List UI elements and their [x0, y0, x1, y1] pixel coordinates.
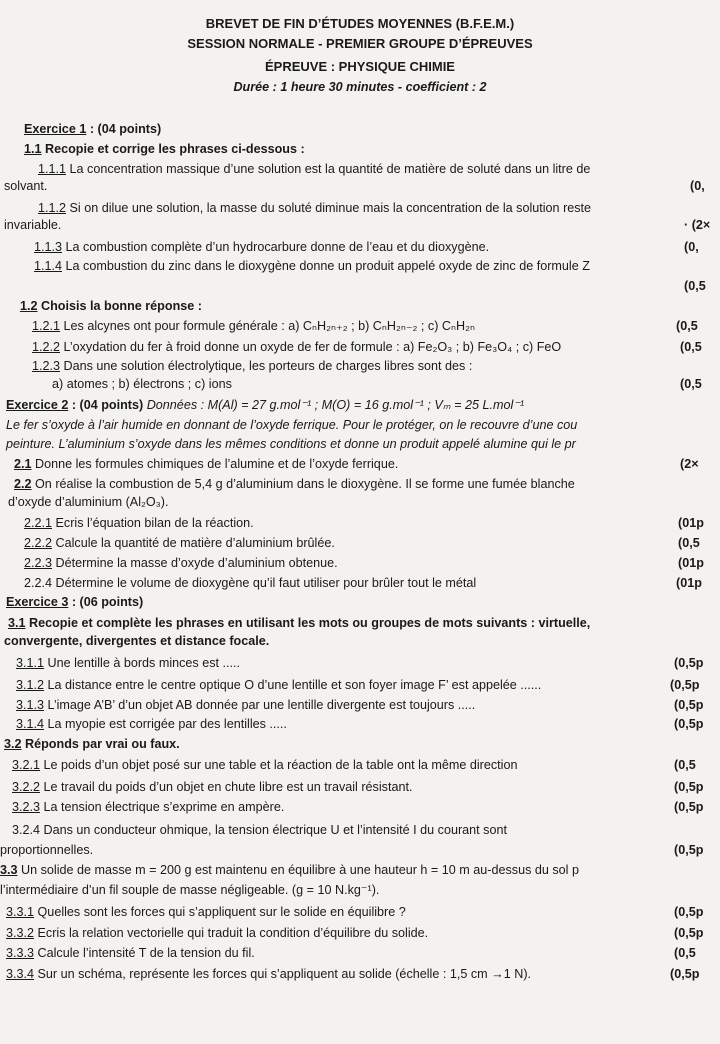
section-2-1: 2.1 Donne les formules chimiques de l’alumine et de l’oxyde ferrique.: [14, 457, 399, 471]
points-3-3-3: (0,5: [674, 946, 696, 960]
item-3-1-3: 3.1.3 L’image A’B’ d’un objet AB donnée par une lentille divergente est toujours .....: [16, 698, 476, 712]
item-1-2-3: 1.2.3 Dans une solution électrolytique, les porteurs de charges libres sont des :: [32, 359, 473, 373]
item-3-1-1: 3.1.1 Une lentille à bords minces est .....: [16, 656, 241, 670]
item-1-1-2-cont: invariable.: [4, 218, 62, 232]
section-3-3-cont: l’intermédiaire d’un fil souple de masse négligeable. (g = 10 N.kg⁻¹).: [0, 883, 380, 897]
points-3-2-1: (0,5: [674, 758, 696, 772]
points-3-3-2: (0,5p: [674, 926, 704, 940]
points-1-1-3: (0,: [684, 240, 699, 254]
item-1-1-4: 1.1.4 La combustion du zinc dans le dioxygène donne un produit appelé oxyde de zinc de formule Z: [34, 259, 590, 273]
section-3-1-cont: convergente, divergentes et distance focale.: [4, 634, 270, 648]
item-3-3-2: 3.3.2 Ecris la relation vectorielle qui traduit la condition d’équilibre du solide.: [6, 926, 429, 940]
points-2-2-1: (01p: [678, 516, 704, 530]
points-3-3-4: (0,5p: [670, 967, 700, 981]
item-1-1-3: 1.1.3 La combustion complète d’un hydrocarbure donne de l’eau et du dioxygène.: [34, 240, 490, 254]
item-2-2-1: 2.2.1 Ecris l’équation bilan de la réaction.: [24, 516, 254, 530]
item-3-2-4: 3.2.4 Dans un conducteur ohmique, la tension électrique U et l’intensité I du courant sont: [12, 823, 507, 837]
points-3-1-3: (0,5p: [674, 698, 704, 712]
points-2-1: (2×: [680, 457, 699, 471]
item-3-1-4: 3.1.4 La myopie est corrigée par des lentilles .....: [16, 717, 287, 731]
section-3-1: 3.1 Recopie et complète les phrases en utilisant les mots ou groupes de mots suivants : virtuelle,: [8, 616, 591, 630]
exam-duration: Durée : 1 heure 30 minutes - coefficient : 2: [233, 80, 487, 94]
points-1-2-2: (0,5: [680, 340, 702, 354]
exercise-3-title: Exercice 3 : (06 points): [6, 595, 144, 609]
item-1-1-1: 1.1.1 La concentration massique d’une solution est la quantité de matière de soluté dans un litre de: [38, 162, 591, 176]
points-3-2-4: (0,5p: [674, 843, 704, 857]
item-3-2-2: 3.2.2 Le travail du poids d’un objet en chute libre est un travail résistant.: [12, 780, 413, 794]
points-3-1-4: (0,5p: [674, 717, 704, 731]
exam-title: BREVET DE FIN D’ÉTUDES MOYENNES (B.F.E.M.): [205, 16, 515, 31]
item-3-3-1: 3.3.1 Quelles sont les forces qui s’appliquent sur le solide en équilibre ?: [6, 905, 406, 919]
item-3-3-3: 3.3.3 Calcule l’intensité T de la tension du fil.: [6, 946, 255, 960]
points-2-2-2: (0,5: [678, 536, 700, 550]
section-3-3: 3.3 Un solide de masse m = 200 g est maintenu en équilibre à une hauteur h = 10 m au-dessus du sol p: [0, 863, 579, 877]
item-2-2-2: 2.2.2 Calcule la quantité de matière d’aluminium brûlée.: [24, 536, 335, 550]
exam-session: SESSION NORMALE - PREMIER GROUPE D’ÉPREUVES: [187, 36, 533, 51]
exam-subject: ÉPREUVE : PHYSIQUE CHIMIE: [265, 59, 455, 74]
points-1-1-1: (0,: [690, 179, 705, 193]
points-3-1-1: (0,5p: [674, 656, 704, 670]
item-3-2-1: 3.2.1 Le poids d’un objet posé sur une table et la réaction de la table ont la même direction: [12, 758, 518, 772]
item-2-2-3: 2.2.3 Détermine la masse d’oxyde d’aluminium obtenue.: [24, 556, 338, 570]
points-3-3-1: (0,5p: [674, 905, 704, 919]
item-3-2-3: 3.2.3 La tension électrique s’exprime en ampère.: [12, 800, 285, 814]
item-1-2-1: 1.2.1 Les alcynes ont pour formule générale : a) CₙH₂ₙ₊₂ ; b) CₙH₂ₙ₋₂ ; c) CₙH₂ₙ: [32, 319, 476, 333]
points-3-2-3: (0,5p: [674, 800, 704, 814]
exercise-2-intro-1: Le fer s’oxyde à l’air humide en donnant de l’oxyde ferrique. Pour le protéger, on le recouvre d’une cou: [6, 418, 578, 432]
item-2-2-4: 2.2.4 Détermine le volume de dioxygène qu’il faut utiliser pour brûler tout le métal: [24, 576, 477, 590]
exercise-1-title: Exercice 1 : (04 points): [24, 122, 162, 136]
section-1-2: 1.2 Choisis la bonne réponse :: [20, 299, 202, 313]
item-1-1-1-cont: solvant.: [4, 179, 48, 193]
section-2-2: 2.2 On réalise la combustion de 5,4 g d’aluminium dans le dioxygène. Il se forme une fumée blanche: [14, 477, 575, 491]
exercise-2-intro-2: peinture. L’aluminium s’oxyde dans les mêmes conditions et donne un produit appelé alumine qui le pr: [6, 437, 576, 451]
points-1-1-2: · (2×: [684, 218, 711, 232]
item-1-2-3-options: a) atomes ; b) électrons ; c) ions: [52, 377, 232, 391]
section-3-2: 3.2 Réponds par vrai ou faux.: [4, 737, 180, 751]
item-3-2-4-cont: proportionnelles.: [0, 843, 94, 857]
points-2-2-3: (01p: [678, 556, 704, 570]
points-2-2-4: (01p: [676, 576, 702, 590]
exercise-2-title: Exercice 2 : (04 points) Données : M(Al) = 27 g.mol⁻¹ ; M(O) = 16 g.mol⁻¹ ; Vₘ = 25 L.mol⁻¹: [6, 398, 525, 412]
points-1-1-4: (0,5: [684, 279, 706, 293]
item-3-1-2: 3.1.2 La distance entre le centre optique O d’une lentille et son foyer image F’ est appelée ......: [16, 678, 542, 692]
item-1-1-2: 1.1.2 Si on dilue une solution, la masse du soluté diminue mais la concentration de la solution reste: [38, 201, 592, 215]
points-3-1-2: (0,5p: [670, 678, 700, 692]
points-3-2-2: (0,5p: [674, 780, 704, 794]
points-1-2-3: (0,5: [680, 377, 702, 391]
item-3-3-4: 3.3.4 Sur un schéma, représente les forces qui s’appliquent au solide (échelle : 1,5 cm →1 N).: [6, 967, 532, 981]
section-1-1: 1.1 Recopie et corrige les phrases ci-dessous :: [24, 142, 305, 156]
points-1-2-1: (0,5: [676, 319, 698, 333]
section-2-2-cont: d’oxyde d’aluminium (Al₂O₃).: [8, 495, 169, 509]
item-1-2-2: 1.2.2 L’oxydation du fer à froid donne un oxyde de fer de formule : a) Fe₂O₃ ; b) Fe₃O₄ ; c) FeO: [32, 340, 562, 354]
